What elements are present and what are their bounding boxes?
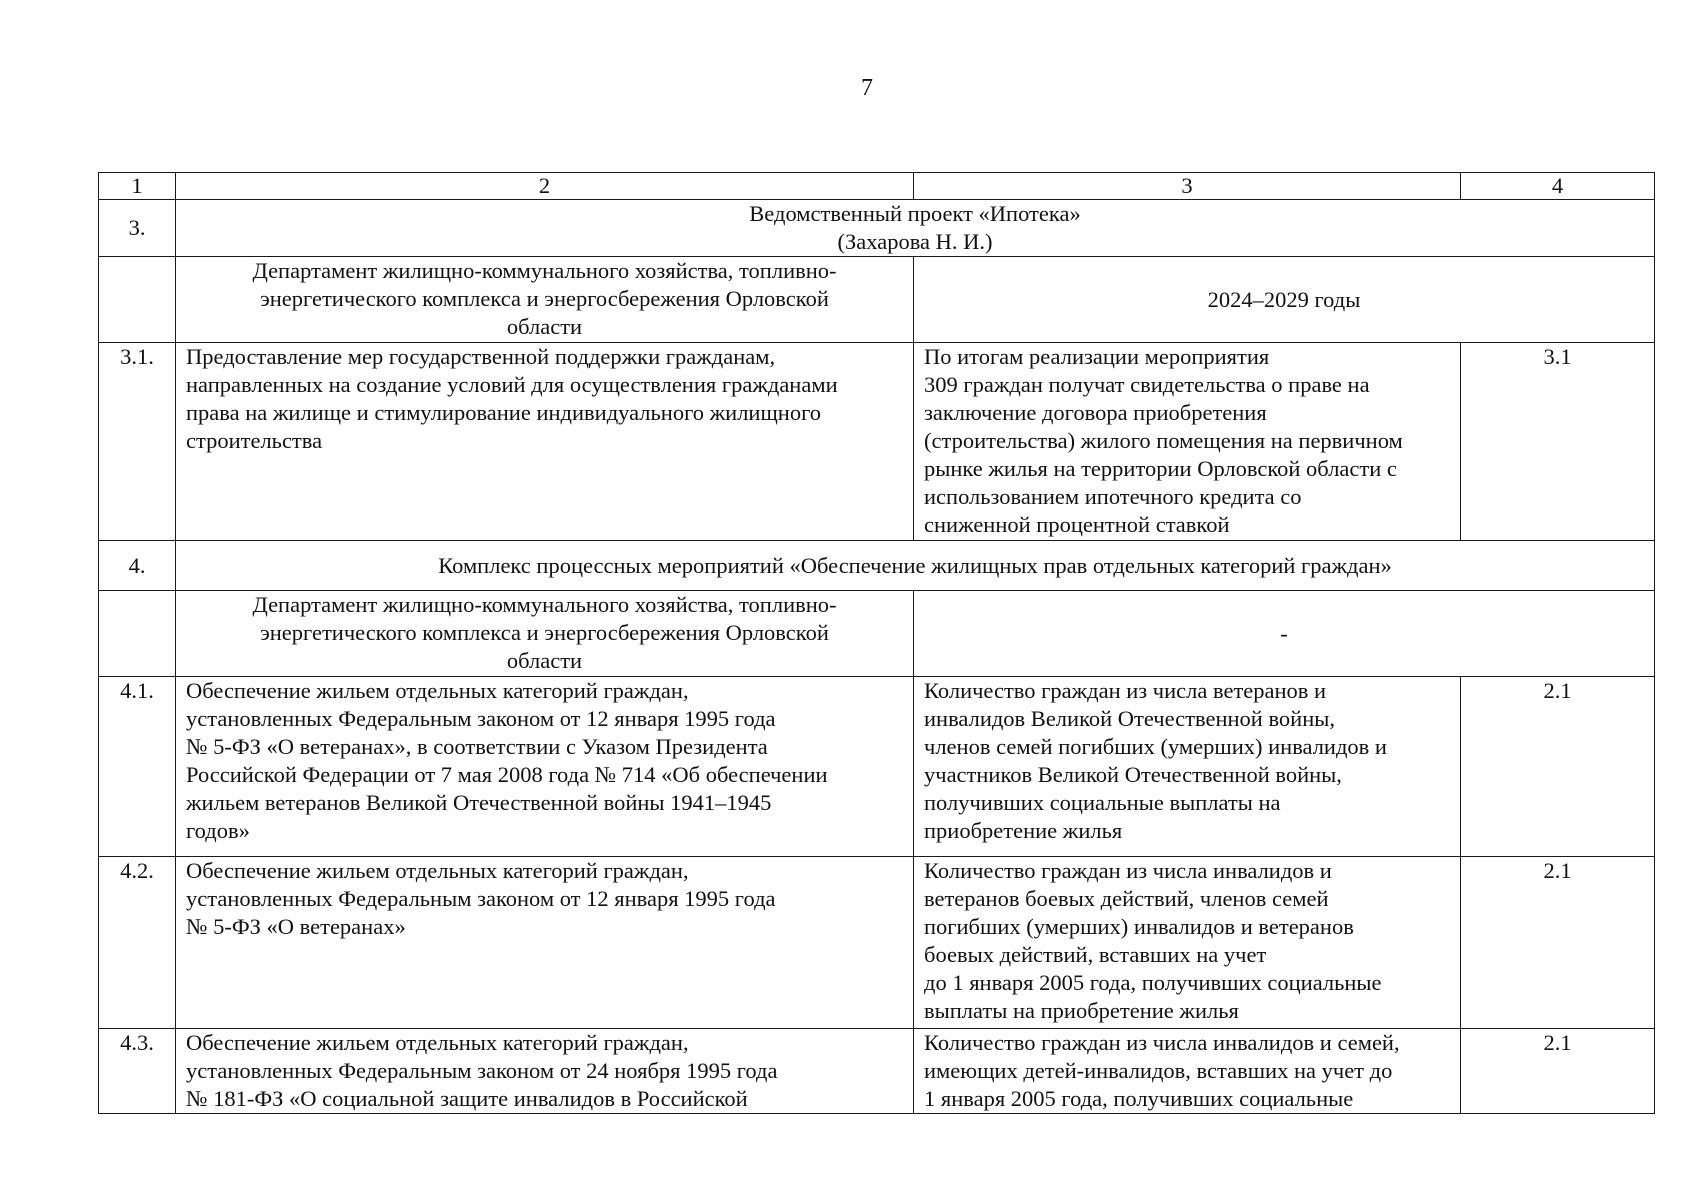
table-row-4-2 [99,857,1655,1029]
measure-description: Обеспечение жильем отдельных категорий граждан, установленных Федеральным законом от 12 января 1995 года № 5-ФЗ «О ветеранах» [176,857,914,1029]
table-row-4-1 [99,677,1655,857]
section-4-department-row [99,591,1655,677]
department-cell: Департамент жилищно-коммунального хозяйства, топливно- энергетического комплекса и энергосбережения Орловской области [176,591,914,677]
measure-result: По итогам реализации мероприятия 309 граждан получат свидетельства о праве на заключение договора приобретения (строительства) жилого помещения на первичном рынке жилья на территории Орловской области с использованием ипотечного кредита со сниженной процентной ставкой [914,343,1461,541]
measure-description: Обеспечение жильем отдельных категорий граждан, установленных Федеральным законом от 24 ноября 1995 года № 181-ФЗ «О социальной защите инвалидов в Российской [176,1029,914,1114]
column-numbers-row [99,173,1655,200]
row-number: 4. [99,541,176,591]
row-number: 3. [99,200,176,257]
measure-description: Предоставление мер государственной поддержки гражданам, направленных на создание условий для осуществления гражданами права на жилище и стимулирование индивидуального жилищного строительства [176,343,914,541]
column-number-4: 4 [1461,173,1655,200]
section-4-title-row [99,541,1655,591]
row-number-empty [99,591,176,677]
period-cell: 2024–2029 годы [914,257,1655,343]
indicator-ref: 2.1 [1461,857,1655,1029]
measure-description: Обеспечение жильем отдельных категорий граждан, установленных Федеральным законом от 12 января 1995 года № 5-ФЗ «О ветеранах», в соответствии с Указом Президента Российской Федерации от 7 мая 2008 года № 714 «Об обеспечении жильем ветеранов Великой Отечественной войны 1941–1945 годов» [176,677,914,857]
row-number: 4.3. [99,1029,176,1114]
section-title: Комплекс процессных мероприятий «Обеспечение жилищных прав отдельных категорий граждан» [176,541,1655,591]
row-number: 4.2. [99,857,176,1029]
column-number-2: 2 [176,173,914,200]
section-3-title-row [99,200,1655,257]
department-cell: Департамент жилищно-коммунального хозяйства, топливно- энергетического комплекса и энергосбережения Орловской области [176,257,914,343]
indicator-ref: 2.1 [1461,677,1655,857]
table-row-4-3 [99,1029,1655,1114]
column-number-3: 3 [914,173,1461,200]
section-title: Ведомственный проект «Ипотека» (Захарова Н. И.) [176,200,1655,257]
table-row-3-1 [99,343,1655,541]
row-number-empty [99,257,176,343]
measure-result: Количество граждан из числа инвалидов и семей, имеющих детей-инвалидов, вставших на учет до 1 января 2005 года, получивших социальные [914,1029,1461,1114]
measure-result: Количество граждан из числа ветеранов и инвалидов Великой Отечественной войны, членов семей погибших (умерших) инвалидов и участников Великой Отечественной войны, получивших социальные выплаты на приобретение жилья [914,677,1461,857]
column-number-1: 1 [99,173,176,200]
indicator-ref: 3.1 [1461,343,1655,541]
page-number: 7 [861,75,873,101]
program-table [98,172,1655,1114]
measure-result: Количество граждан из числа инвалидов и ветеранов боевых действий, членов семей погибших (умерших) инвалидов и ветеранов боевых действий, вставших на учет до 1 января 2005 года, получивших социальные выплаты на приобретение жилья [914,857,1461,1029]
indicator-ref: 2.1 [1461,1029,1655,1114]
period-cell: - [914,591,1655,677]
section-3-department-row [99,257,1655,343]
row-number: 4.1. [99,677,176,857]
row-number: 3.1. [99,343,176,541]
